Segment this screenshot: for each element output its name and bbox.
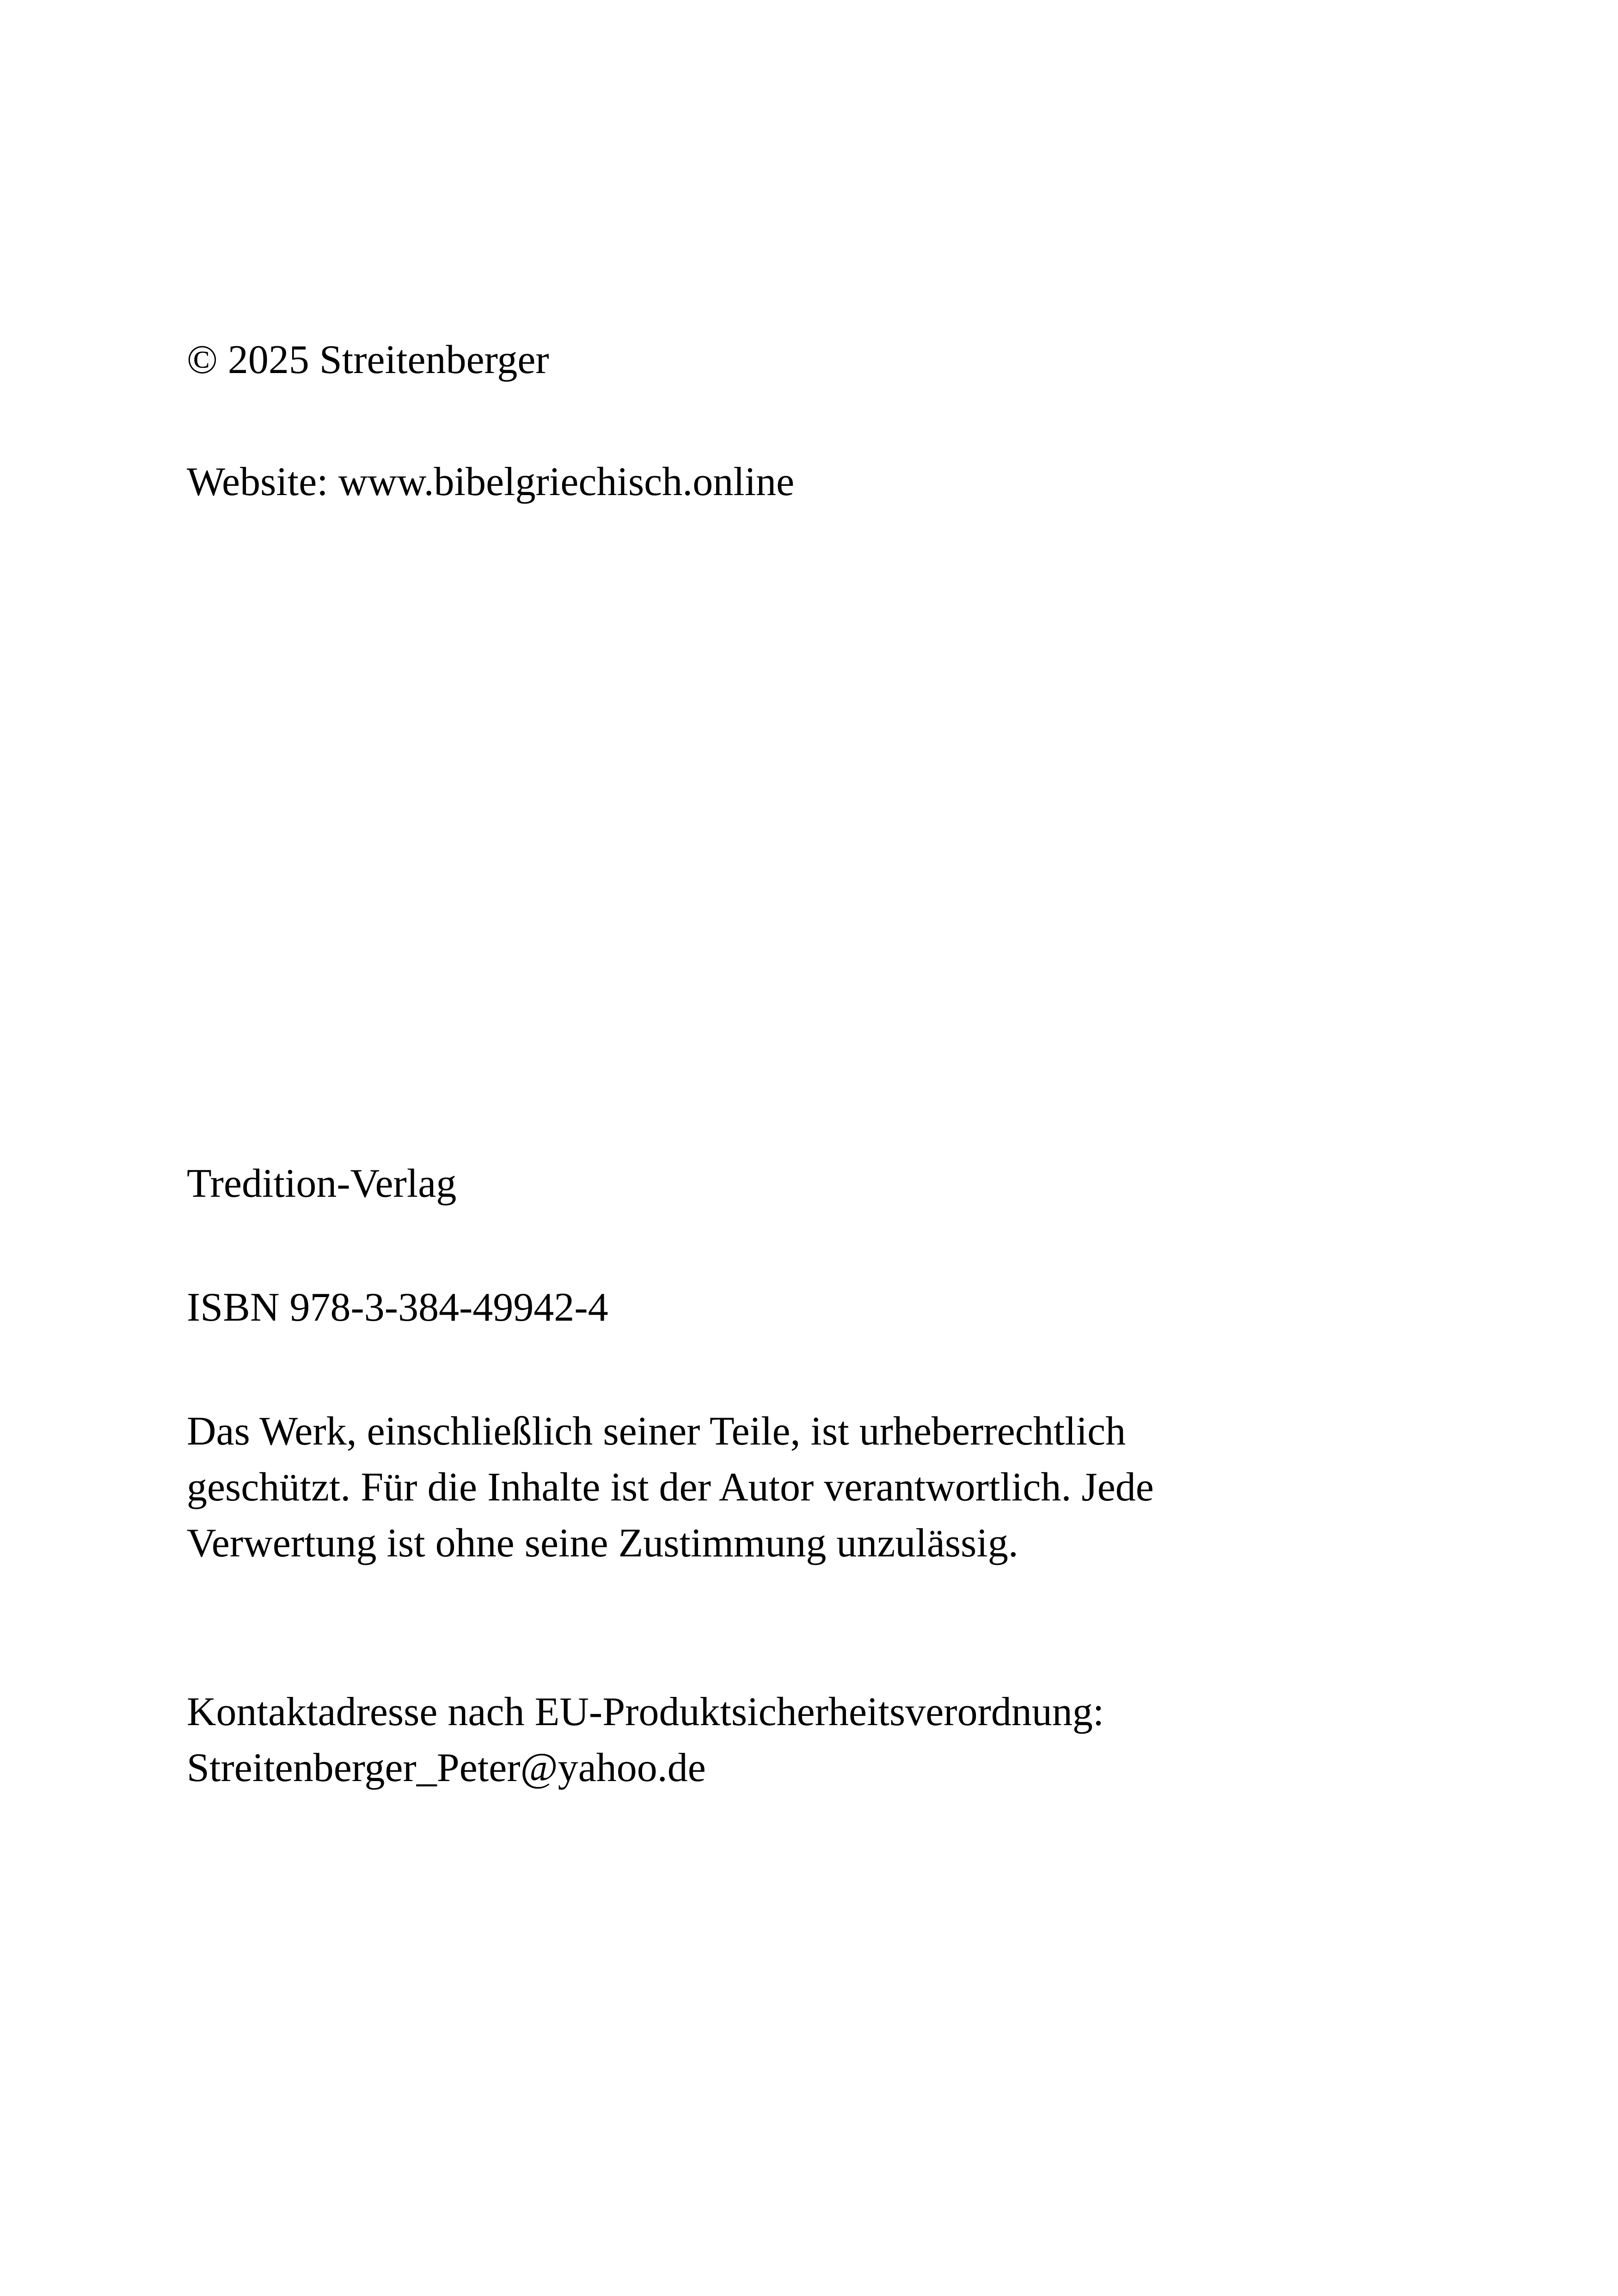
copyright-statement-line-3: Verwertung ist ohne seine Zustimmung unzulässig. [187, 1521, 1018, 1566]
isbn-number: ISBN 978-3-384-49942-4 [187, 1285, 608, 1330]
contact-address-label: Kontaktadresse nach EU-Produktsicherheitsverordnung: [187, 1690, 1104, 1734]
copyright-statement [187, 1403, 1154, 1571]
contact-email: Streitenberger_Peter@yahoo.de [187, 1745, 706, 1790]
publisher-name: Tredition-Verlag [187, 1161, 457, 1206]
copyright-statement-line-2: geschützt. Für die Inhalte ist der Autor verantwortlich. Jede [187, 1465, 1154, 1510]
copyright-notice: © 2025 Streitenberger [187, 337, 549, 382]
website-line: Website: www.bibelgriechisch.online [187, 459, 795, 504]
copyright-statement-line-1: Das Werk, einschließlich seiner Teile, ist urheberrechtlich [187, 1409, 1126, 1454]
contact-address [187, 1684, 1104, 1796]
